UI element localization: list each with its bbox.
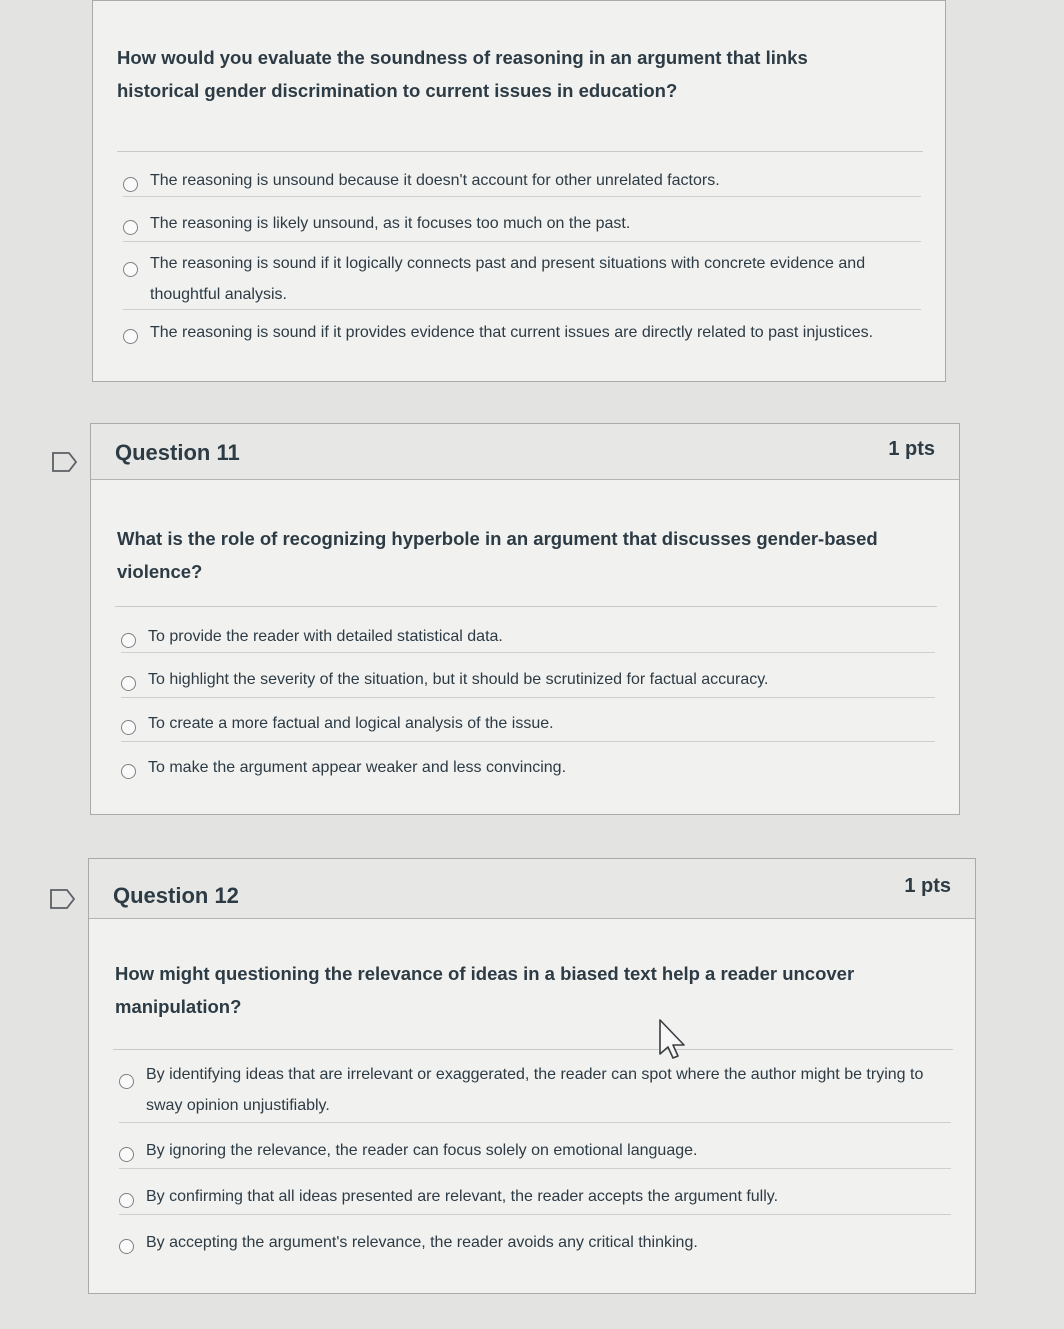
radio-unselected-icon[interactable] [123, 220, 138, 235]
question-11-card [90, 423, 960, 815]
question-11-title: Question 11 [115, 440, 240, 465]
radio-unselected-icon[interactable] [123, 177, 138, 192]
radio-unselected-icon[interactable] [119, 1074, 134, 1089]
question-12-card [88, 858, 976, 1294]
answer-option[interactable] [121, 664, 935, 698]
answer-option[interactable] [119, 1059, 951, 1123]
question-12-header [89, 859, 975, 919]
question-11-divider [115, 606, 937, 607]
answer-option[interactable] [121, 752, 935, 786]
radio-unselected-icon[interactable] [119, 1147, 134, 1162]
answer-label: By identifying ideas that are irrelevant or exaggerated, the reader can spot where the author might be trying to sway opinion unjustifiably. [146, 1066, 924, 1114]
answer-label: The reasoning is sound if it logically connects past and present situations with concrete evidence and thoughtful analysis. [150, 255, 866, 303]
answer-label: By accepting the argument's relevance, the reader avoids any critical thinking. [146, 1234, 698, 1251]
answer-label: The reasoning is likely unsound, as it focuses too much on the past. [150, 215, 631, 232]
answer-label: By confirming that all ideas presented are relevant, the reader accepts the argument fully. [146, 1188, 779, 1205]
question-12-divider [113, 1049, 953, 1050]
answer-label: To make the argument appear weaker and less convincing. [148, 759, 567, 776]
question-12-title: Question 12 [113, 883, 239, 908]
radio-unselected-icon[interactable] [119, 1239, 134, 1254]
radio-unselected-icon[interactable] [121, 764, 136, 779]
answer-option[interactable] [119, 1135, 951, 1169]
answer-option[interactable] [123, 165, 921, 197]
question-11-points: 1 pts [888, 438, 935, 460]
answer-label: The reasoning is unsound because it doesn't account for other unrelated factors. [150, 172, 720, 189]
question-11-header [91, 424, 959, 480]
answer-label: To create a more factual and logical analysis of the issue. [148, 715, 554, 732]
radio-unselected-icon[interactable] [121, 633, 136, 648]
answer-option[interactable] [121, 621, 935, 653]
flag-question-icon[interactable] [50, 889, 76, 909]
flag-question-icon[interactable] [52, 452, 78, 472]
answer-label: To highlight the severity of the situation, but it should be scrutinized for factual accuracy. [148, 671, 769, 688]
answer-option[interactable] [119, 1181, 951, 1215]
answer-label: The reasoning is sound if it provides evidence that current issues are directly related to past injustices. [150, 324, 874, 341]
answer-option[interactable] [123, 208, 921, 242]
answer-option[interactable] [121, 708, 935, 742]
question-10-divider [117, 151, 923, 152]
mouse-pointer-icon [658, 1018, 692, 1064]
question-10-card [92, 0, 946, 382]
radio-unselected-icon[interactable] [123, 329, 138, 344]
radio-unselected-icon[interactable] [121, 676, 136, 691]
question-11-text: What is the role of recognizing hyperbole in an argument that discusses gender-based violence? [117, 528, 878, 582]
answer-label: By ignoring the relevance, the reader can focus solely on emotional language. [146, 1142, 698, 1159]
question-12-points: 1 pts [904, 875, 951, 897]
question-12-text: How might questioning the relevance of ideas in a biased text help a reader uncover manipulation? [115, 963, 855, 1017]
answer-option[interactable] [123, 248, 921, 310]
radio-unselected-icon[interactable] [123, 262, 138, 277]
question-10-text: How would you evaluate the soundness of reasoning in an argument that links historical gender discrimination to current issues in education? [117, 47, 808, 101]
answer-option[interactable] [119, 1227, 951, 1261]
radio-unselected-icon[interactable] [119, 1193, 134, 1208]
answer-option[interactable] [123, 317, 921, 353]
radio-unselected-icon[interactable] [121, 720, 136, 735]
answer-label: To provide the reader with detailed statistical data. [148, 628, 503, 645]
